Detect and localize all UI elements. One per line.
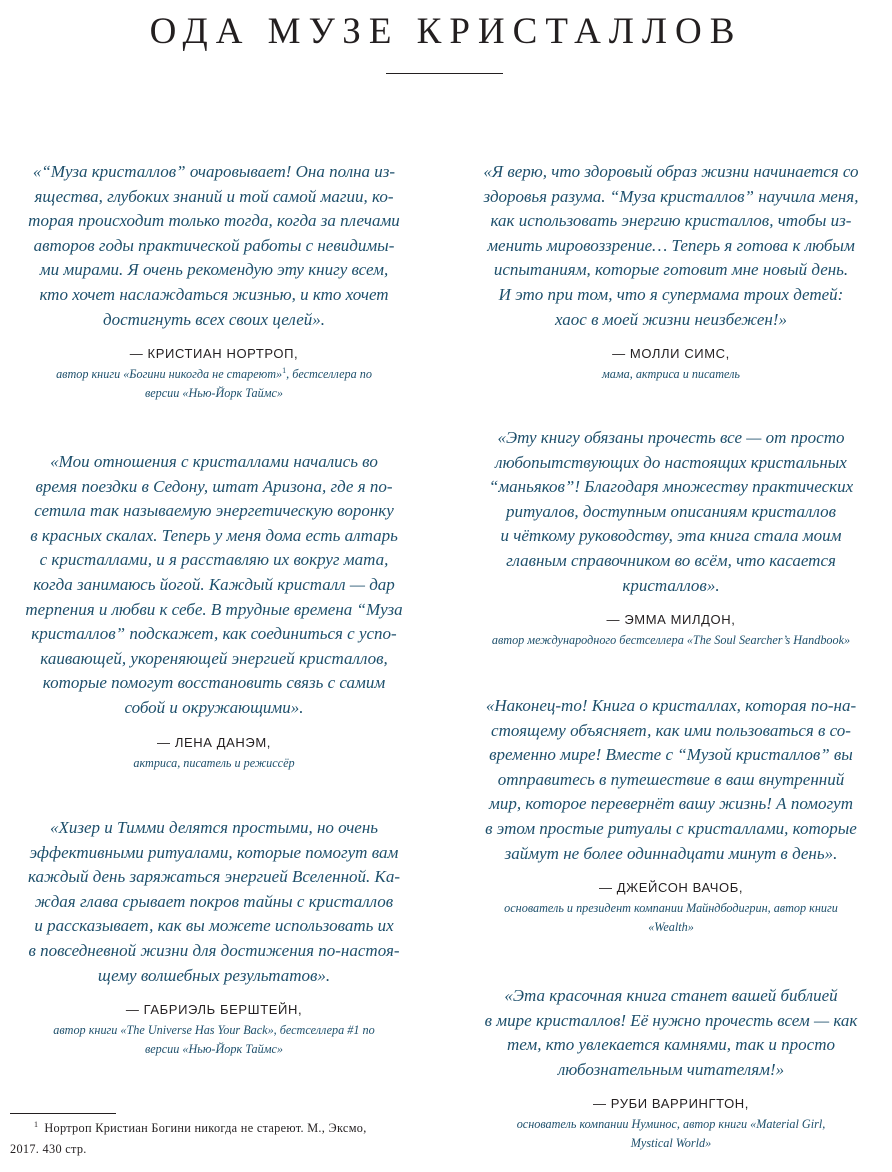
testimonial-quote: «“Муза кристаллов” очаровывает! Она полна из- ящества, глубоких знаний и той самой магии, ко- торая происходит только тогда, когда за плечами авторов годы практической работы с невидимы- ми мирами. Я очень рекомендую эту книгу всем, кто хочет наслаждаться жизнью, и кто хочет достигнуть всех своих целей». (28, 162, 400, 329)
testimonial-quote: «Хизер и Тимми делятся простыми, но очень эффективными ритуалами, которые помогут вам каждый день заряжаться энергией Вселенной. Ка- ждая глава срывает покров тайны с кристаллов и рассказывает, как вы можете использовать их в повседневной жизни для достижения по-настоя- щему волшебных результатов». (27, 818, 401, 985)
testimonial-author-description: автор книги «Богини никогда не стареют»$^1$, бестселлера по версии «Нью-Йорк Таймс» (56, 366, 372, 401)
testimonial-mildon (450, 426, 892, 650)
testimonial-author: — ЛЕНА ДАНЭМ, (157, 734, 271, 750)
footnote-number: 1 (34, 1119, 39, 1129)
title-divider (386, 73, 503, 74)
testimonial-quote: «Мои отношения с кристаллами начались во время поездки в Седону, штат Аризона, где я по- сетила так называемую энергетическую воронку в красных скалах. Теперь у меня дома есть алтарь с кристаллами, и я расставляю их вокруг мата, когда занимаюсь йогой. Каждый кристалл — дар терпения и любви к себе. В трудные времена “Муза кристаллов” подскажет, как соединиться с успо- каивающей, укореняющей энергией кристаллов, которые помогут восстановить связь с самим собой и окружающими». (25, 452, 403, 717)
testimonial-author-description: мама, актриса и писатель (602, 367, 740, 382)
testimonial-sims (450, 160, 892, 384)
testimonial-author: — ДЖЕЙСОН ВАЧОБ, (598, 880, 744, 896)
testimonial-author-description: актриса, писатель и режиссёр (133, 755, 295, 770)
testimonial-author-description: основатель и президент компании Майндбодигрин, автор книги «Wealth» (504, 901, 838, 935)
testimonial-northrup (0, 160, 428, 403)
footnote-divider (10, 1113, 116, 1114)
testimonial-author: — ЭММА МИЛДОН, (606, 612, 736, 628)
testimonial-author: — РУБИ ВАРРИНГТОН, (592, 1096, 750, 1112)
testimonial-bernstein (0, 816, 428, 1059)
testimonial-dunham (0, 450, 428, 773)
testimonial-author-description: автор международного бестселлера «The Soul Searcher’s Handbook» (491, 633, 851, 648)
testimonial-warrington (450, 984, 892, 1153)
testimonial-quote: «Эта красочная книга станет вашей библией в мире кристаллов! Её нужно прочесть всем — как тем, кто увлекается камнями, так и просто любознательным читателям!» (484, 986, 858, 1079)
testimonial-quote: «Наконец-то! Книга о кристаллах, которая по-на- стоящему объясняет, как ими пользоваться в со- временно мире! Вместе с “Музой кристаллов” вы отправитесь в путешествие в ваш внутренний мир, которое перевернёт вашу жизнь! А помогут в этом простые ритуалы с кристаллами, которые займут не более одиннадцати минут в день». (485, 696, 857, 863)
testimonial-author: — ГАБРИЭЛЬ БЕРШТЕЙН, (125, 1002, 303, 1018)
testimonial-author-description: автор книги «The Universe Has Your Back», бестселлера #1 по версии «Нью-Йорк Таймс» (53, 1023, 375, 1057)
testimonial-quote: «Я верю, что здоровый образ жизни начинается со здоровья разума. “Муза кристаллов” научила меня, как использовать энергию кристаллов, чтобы из- менить мировоззрение… Теперь я готова к любым испытаниям, которые готовит мне новый день. И это при том, что я супермама троих детей: хаос в моей жизни неизбежен!» (483, 162, 859, 329)
page-title: ОДА МУЗЕ КРИСТАЛЛОВ (149, 11, 743, 52)
testimonial-author-description: основатель компании Нуминос, автор книги «Material Girl, Mystical World» (516, 1117, 826, 1151)
footnote-marker: 1 (282, 366, 287, 376)
footnote: $^1$ Нортроп Кристиан Богини никогда не стареют. М., Эксмо, 2017. 430 стр. (10, 1119, 367, 1156)
testimonial-author: — МОЛЛИ СИМС, (612, 346, 730, 362)
testimonial-author: — КРИСТИАН НОРТРОП, (129, 346, 299, 362)
testimonial-wachob (450, 694, 892, 937)
testimonial-quote: «Эту книгу обязаны прочесть все — от просто любопытствующих до настоящих кристальных “маньяков”! Благодаря множеству практических ритуалов, доступным описаниям кристаллов и чёткому руководству, эта книга стала моим главным справочником во всём, что касается кристаллов». (488, 428, 854, 595)
